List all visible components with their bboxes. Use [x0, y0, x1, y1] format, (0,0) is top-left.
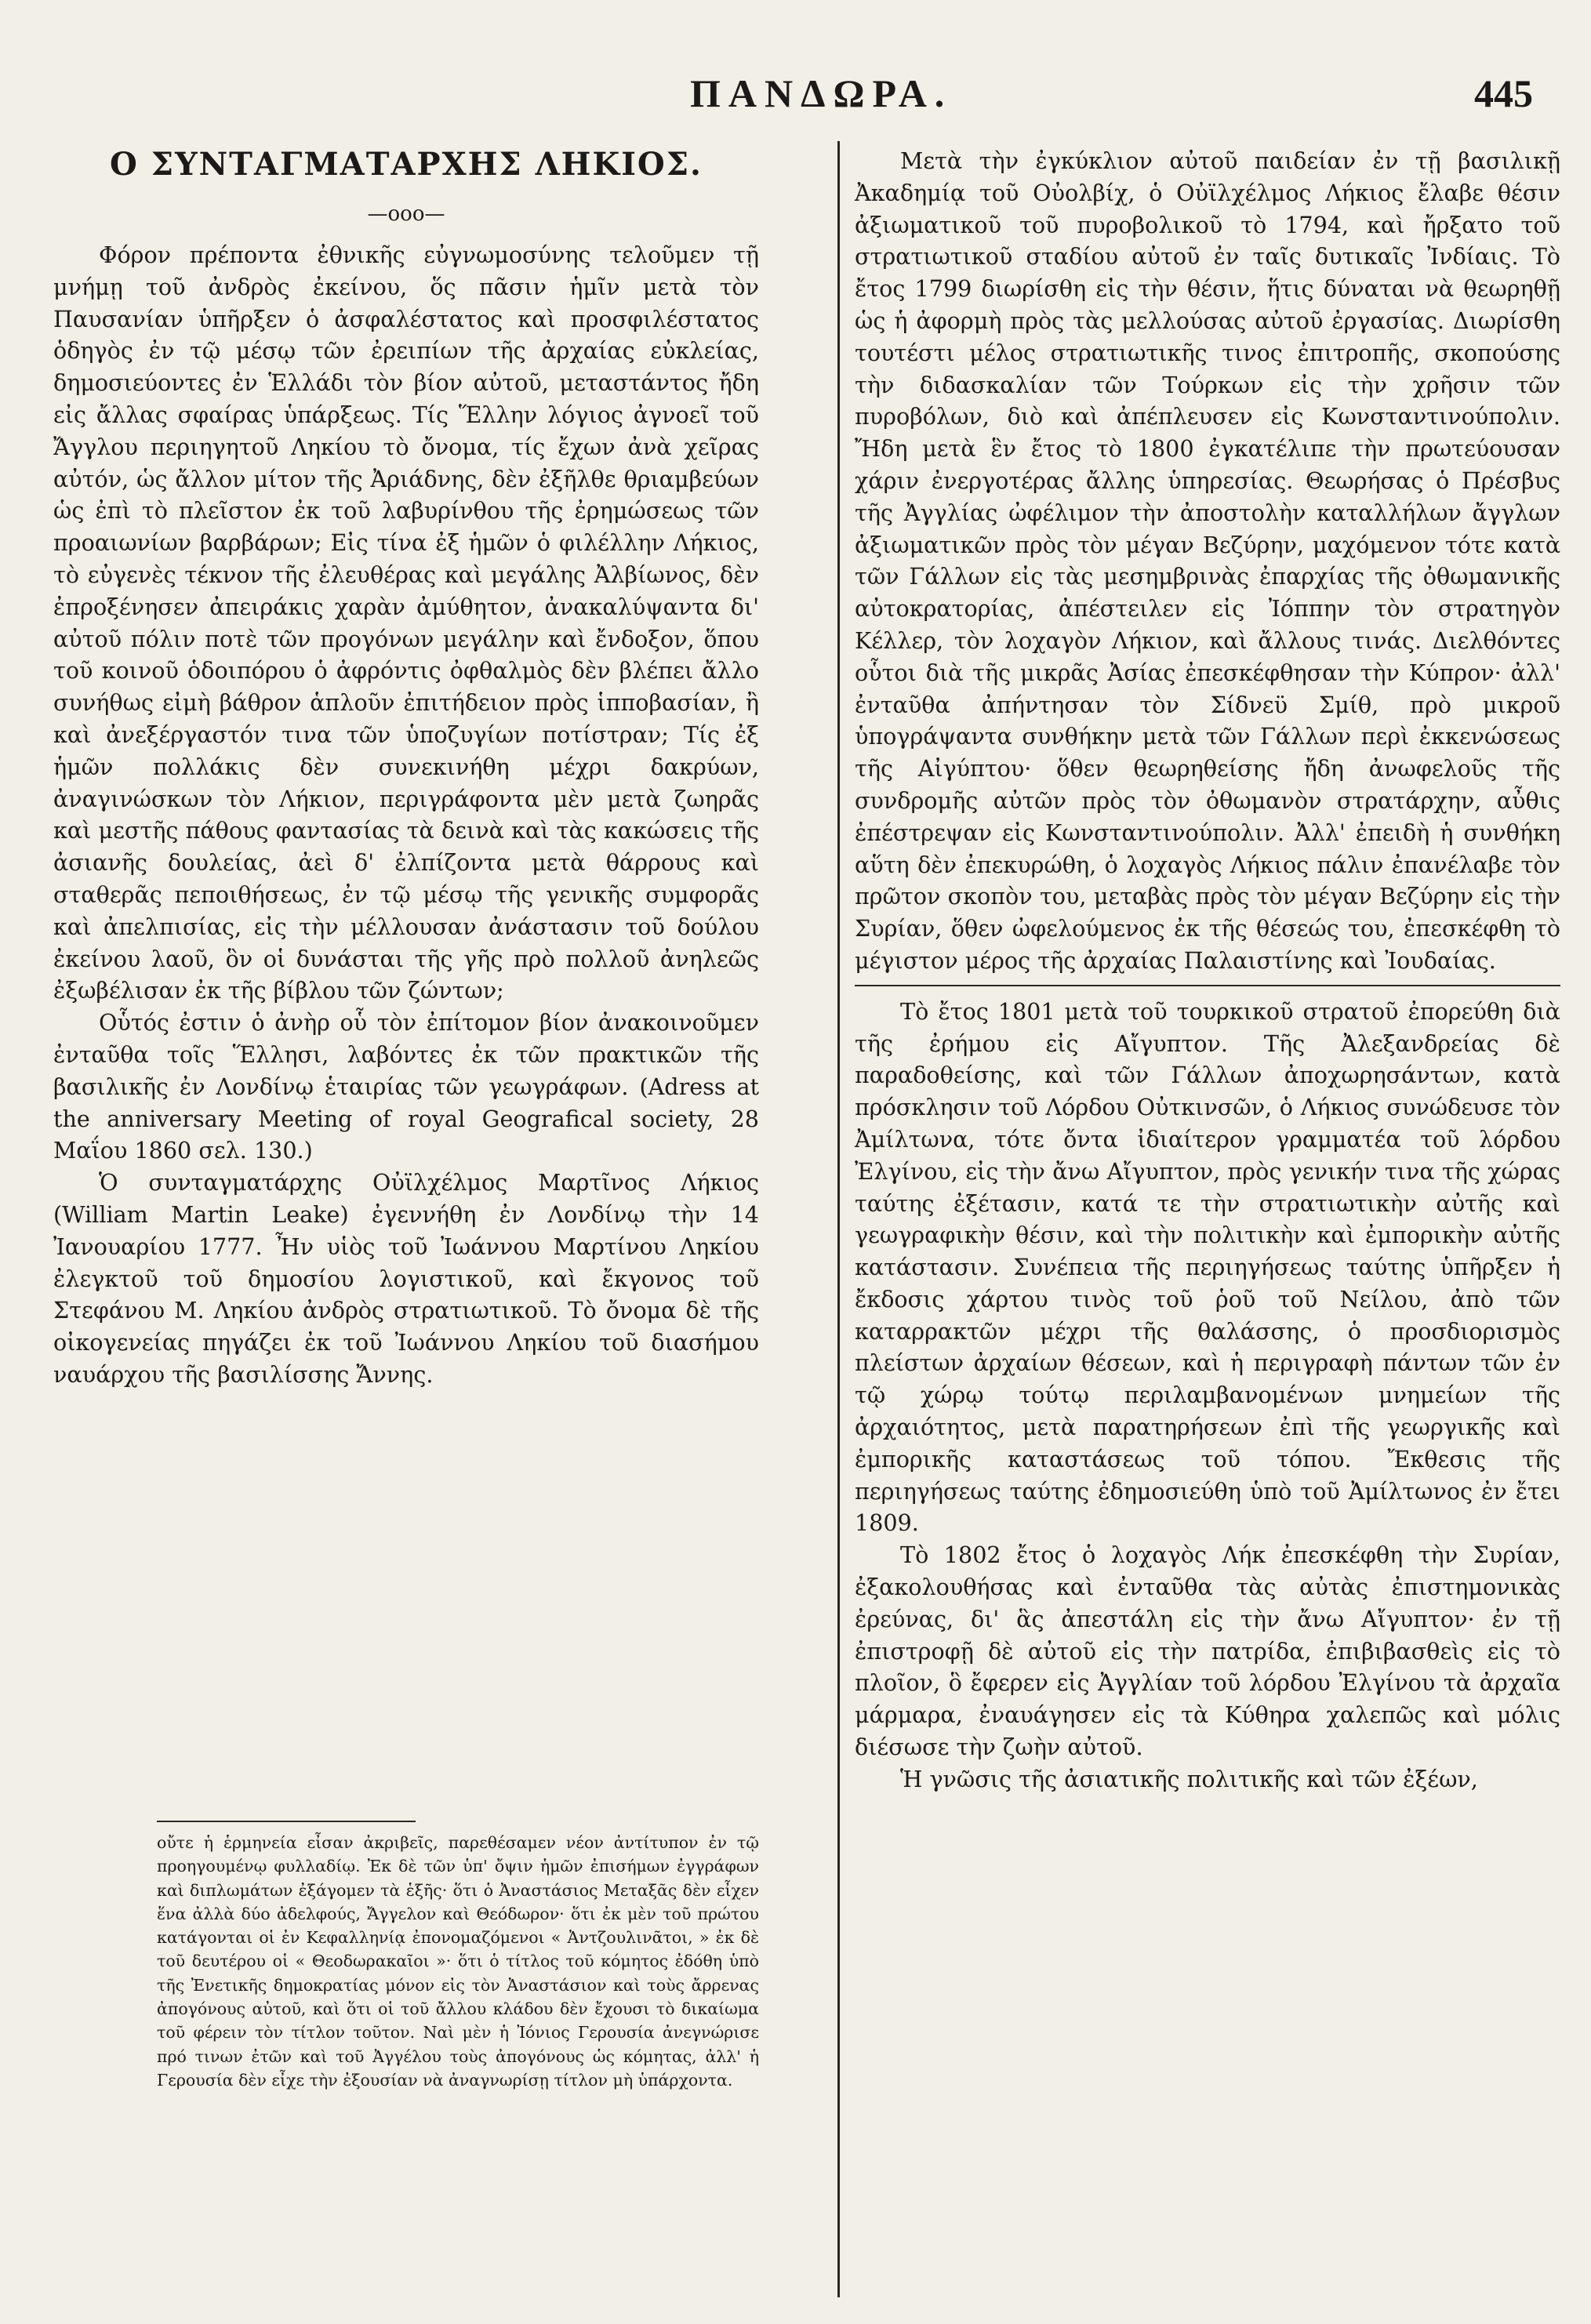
paragraph: Τὸ ἔτος 1801 μετὰ τοῦ τουρκικοῦ στρατοῦ ἐπορεύθη διὰ τῆς ἐρήμου εἰς Αἴγυπτον. Τῆς Ἀλεξανδρείας δὲ παραδοθείσης, καὶ τῶν Γάλλων ἀποχωρησάντων, κατὰ πρόσκλησιν τοῦ Λόρδου Οὐτκινσῶν, ὁ Λήκιος συνώδευσε τὸν Ἀμίλτωνα, τότε ὄντα ἰδιαίτερον γραμματέα τοῦ λόρδου Ἐλγίνου, εἰς τὴν ἄνω Αἴγυπτον, πρὸς γενικήν τινα τῆς χώρας ταύτης ἐξέτασιν, κατά τε τὴν στρατιωτικὴν αὐτῆς καὶ γεωγραφικὴν θέσιν, καὶ τὴν πολιτικὴν καὶ ἐμπορικὴν αὐτῆς κατάστασιν. Συνέπεια τῆς περιηγήσεως ταύτης ὑπῆρξεν ἡ ἔκδοσις χάρτου τινὸς τοῦ ῥοῦ τοῦ Νείλου, ἀπὸ τῶν καταρρακτῶν μέχρι τῆς θαλάσσης, ὁ προσδιορισμὸς πλείστων ἀρχαίων θέσεων, καὶ ἡ περιγραφὴ πάντων τῶν ἐν τῷ χώρῳ τούτῳ περιλαμβανομένων μνημείων τῆς ἀρχαιότητος, μετὰ παρατηρήσεων ἐπὶ τῆς γεωργικῆς καὶ ἐμπορικῆς καταστάσεως τοῦ τόπου. Ἔκθεσις τῆς περιηγήσεως ταύτης ἐδημοσιεύθη ὑπὸ τοῦ Ἀμίλτωνος ἐν ἔτει 1809.	[855, 997, 1560, 1537]
column-divider	[837, 141, 840, 2297]
page-header	[0, 63, 1591, 125]
right-column	[855, 145, 1560, 1796]
running-title: ΠΑΝΔΩΡΑ.	[690, 71, 953, 115]
paragraph: Οὗτός ἐστιν ὁ ἀνὴρ οὗ τὸν ἐπίτομον βίον ἀνακοινοῦμεν ἐνταῦθα τοῖς Ἕλλησι, λαβόντες ἐκ τῶν πρακτικῶν τῆς βασιλικῆς ἐν Λονδίνῳ ἑταιρίας τῶν γεωγράφων. (Adress at the anniversary Meeting of royal Geografical society, 28 Μαΐου 1860 σελ. 130.)	[53, 1009, 759, 1164]
paragraph: Μετὰ τὴν ἐγκύκλιον αὐτοῦ παιδείαν ἐν τῇ βασιλικῇ Ἀκαδημίᾳ τοῦ Οὐολβίχ, ὁ Οὐϊλχέλμος Λήκιος ἔλαβε θέσιν ἀξιωματικοῦ τοῦ πυροβολικοῦ τὸ 1794, καὶ ἤρξατο τοῦ στρατιωτικοῦ σταδίου αὐτοῦ ἐν ταῖς δυτικαῖς Ἰνδίαις. Τὸ ἔτος 1799 διωρίσθη εἰς τὴν θέσιν, ἥτις δύναται νὰ θεωρηθῇ ὡς ἡ ἀφορμὴ πρὸς τὰς μελλούσας αὐτοῦ ἐργασίας. Διωρίσθη τουτέστι μέλος στρατιωτικῆς τινος ἐπιτροπῆς, σκοπούσης τὴν διδασκαλίαν τῶν Τούρκων εἰς τὴν χρῆσιν τῶν πυροβόλων, διὸ καὶ ἀπέπλευσεν εἰς Κωνσταντινούπολιν. Ἤδη μετὰ ἓν ἔτος τὸ 1800 ἐγκατέλιπε τὴν πρωτεύουσαν χάριν ἐνεργοτέρας ἄλλης ὑπηρεσίας. Θεωρήσας ὁ Πρέσβυς τῆς Ἀγγλίας ὠφέλιμον τὴν ἀποστολὴν καταλλήλων ἄγγλων ἀξιωματικῶν πρὸς τὸν μέγαν Βεζύρην, μαχόμενον τότε κατὰ τῶν Γάλλων εἰς τὰς μεσημβρινὰς ἐπαρχίας τῆς ὀθωμανικῆς αὐτοκρατορίας, ἀπέστειλεν εἰς Ἰόππην τὸν στρατηγὸν Κέλλερ, τὸν λοχαγὸν Λήκιον, καὶ ἄλλους τινάς. Διελθόντες οὗτοι διὰ τῆς μικρᾶς Ἀσίας ἐπεσκέφθησαν τὴν Κύπρον· ἀλλ' ἐνταῦθα ἀπήντησαν τὸν Σίδνεϋ Σμίθ, πρὸ μικροῦ ὑπογράψαντα συνθήκην μετὰ τῶν Γάλλων περὶ ἐκκενώσεως τῆς Αἰγύπτου· ὅθεν θεωρηθείσης ἤδη ἀνωφελοῦς τῆς συνδρομῆς αὐτῶν πρὸς τὸν ὀθωμανὸν στρατάρχην, αὖθις ἐπέστρεψαν εἰς Κωνσταντινούπολιν. Ἀλλ' ἐπειδὴ ἡ συνθήκη αὕτη δὲν ἐπεκυρώθη, ὁ λοχαγὸς Λήκιος πάλιν ἐπανέλαβε τὸν πρῶτον σκοπὸν του, μεταβὰς πρὸς τὸν μέγαν Βεζύρην εἰς τὴν Συρίαν, ὅθεν ὠφελούμενος ἐκ τῆς θέσεώς του, ἐπεσκέφθη τὸ μέγιστον μέρος τῆς ἀρχαίας Παλαιστίνης καὶ Ἰουδαίας.	[855, 147, 1560, 974]
page-number: 445	[1474, 71, 1533, 115]
left-column	[53, 145, 759, 1391]
article-title: Ο ΣΥΝΤΑΓΜΑΤΑΡΧΗΣ ΛΗΚΙΟΣ.	[110, 146, 703, 183]
title-ornament: —ooo—	[367, 202, 445, 226]
paragraph: Ἡ γνῶσις τῆς ἀσιατικῆς πολιτικῆς καὶ τῶν ἐξέων,	[900, 1765, 1478, 1792]
paragraph: Φόρον πρέποντα ἐθνικῆς εὐγνωμοσύνης τελοῦμεν τῇ μνήμῃ τοῦ ἀνδρὸς ἐκείνου, ὅς πᾶσιν ἡμῖν μετὰ τὸν Παυσανίαν ὑπῆρξεν ὁ ἀσφαλέστατος καὶ προσφιλέστατος ὁδηγὸς ἐν τῷ μέσῳ τῶν ἐρειπίων τῆς ἀρχαίας εὐκλείας, δημοσιεύοντες ἐν Ἑλλάδι τὸν βίον αὐτοῦ, μεταστάντος ἤδη εἰς ἄλλας σφαίρας ὑπάρξεως. Τίς Ἕλλην λόγιος ἀγνοεῖ τοῦ Ἄγγλου περιηγητοῦ Ληκίου τὸ ὄνομα, τίς ἔχων ἀνὰ χεῖρας αὐτόν, ὡς ἄλλον μίτον τῆς Ἀριάδνης, δὲν ἐξῆλθε θριαμβεύων ὡς ἐπὶ τὸ πλεῖστον ἐκ τοῦ λαβυρίνθου τῆς ἐρημώσεως τῶν προαιωνίων βαρβάρων; Εἰς τίνα ἐξ ἡμῶν ὁ φιλέλλην Λήκιος, τὸ εὐγενὲς τέκνον τῆς ἐλευθέρας καὶ μεγάλης Ἀλβίωνος, δὲν ἐπροξένησεν ἀπειράκις χαρὰν ἀμύθητον, ἀνακαλύψαντα δι' αὐτοῦ πόλιν ποτὲ τῶν προγόνων μεγάλην καὶ ἔνδοξον, ὅπου τοῦ κοινοῦ ὁδοιπόρου ὁ ἀφρόντις ὀφθαλμὸς δὲν βλέπει ἄλλο συνήθως εἰμὴ βάθρον ἁπλοῦν ἐπιτήδειον πρὸς ἱπποβασίαν, ἢ καὶ ἀνεξέργαστόν τινα τῶν ὑποζυγίων ποτίστραν; Τίς ἐξ ἡμῶν πολλάκις δὲν συνεκινήθη μέχρι δακρύων, ἀναγινώσκων τὸν Λήκιον, περιγράφοντα μὲν μετὰ ζωηρᾶς καὶ μεστῆς πάθους φαντασίας τὰ δεινὰ καὶ τὰς κακώσεις τῆς ἀσιανῆς δουλείας, ἀεὶ δ' ἐλπίζοντα μετὰ θάρρους καὶ σταθερᾶς πεποιθήσεως, ἐν τῷ μέσῳ τῆς γενικῆς συμφορᾶς καὶ ἀπελπισίας, εἰς τὴν μέλλουσαν ἀνάστασιν τοῦ δούλου ἐκείνου λαοῦ, ὃν οἱ δυνάσται τῆς γῆς πρὸ πολλοῦ ἀνηλεῶς ἐξωβέλισαν ἐκ τῆς βίβλου τῶν ζώντων;	[53, 241, 759, 1004]
paragraph: Τὸ 1802 ἔτος ὁ λοχαγὸς Λήκ ἐπεσκέφθη τὴν Συρίαν, ἐξακολουθήσας καὶ ἐνταῦθα τὰς αὐτὰς ἐπιστημονικὰς ἐρεύνας, δι' ἃς ἀπεστάλη εἰς τὴν ἄνω Αἴγυπτον· ἐν τῇ ἐπιστροφῇ δὲ αὐτοῦ εἰς τὴν πατρίδα, ἐπιβιβασθεὶς εἰς τὸ πλοῖον, ὃ ἔφερεν εἰς Ἀγγλίαν τοῦ λόρδου Ἐλγίνου τὰ ἀρχαῖα μάρμαρα, ἐναυάγησεν εἰς τὰ Κύθηρα χαλεπῶς καὶ μόλις διέσωσε τὴν ζωὴν αὐτοῦ.	[855, 1541, 1560, 1761]
section-divider	[855, 985, 1560, 986]
footnote-text: οὔτε ἡ ἑρμηνεία εἶσαν ἀκριβεῖς, παρεθέσαμεν νέον ἀντίτυπον ἐν τῷ προηγουμένῳ φυλλαδίῳ. Ἐκ δὲ τῶν ὑπ' ὄψιν ἡμῶν ἐπισήμων ἐγγράφων καὶ διπλωμάτων ἐξάγομεν τὰ ἑξῆς· ὅτι ὁ Ἀναστάσιος Μεταξᾶς δὲν εἶχεν ἕνα ἀλλὰ δύο ἀδελφούς, Ἄγγελον καὶ Θεόδωρον· ὅτι ἐκ μὲν τοῦ πρώτου κατάγονται οἱ ἐν Κεφαλληνίᾳ ἐπονομαζόμενοι « Ἀντζουλινᾶτοι, » ἐκ δὲ τοῦ δευτέρου οἱ « Θεοδωρακαῖοι »· ὅτι ὁ τίτλος τοῦ κόμητος ἐδόθη ὑπὸ τῆς Ἐνετικῆς δημοκρατίας μόνον εἰς τὸν Ἀναστάσιον καὶ τοὺς ἄρρενας ἀπογόνους αὐτοῦ, καὶ ὅτι οἱ τοῦ ἄλλου κλάδου δὲν ἔχουσι τὸ δικαίωμα τοῦ φέρειν τὸν τίτλον τοῦτον. Ναὶ μὲν ἡ Ἰόνιος Γερουσία ἀνεγνώρισε πρό τινων ἐτῶν καὶ τοῦ Ἀγγέλου τοὺς ἀπογόνους ὡς κόμητας, ἀλλ' ἡ Γερουσία δὲν εἶχε τὴν ἐξουσίαν νὰ ἀναγνωρίσῃ τίτλον μὴ ὑπάρχοντα.	[157, 1833, 759, 2090]
footnote-divider	[157, 1821, 416, 1822]
footnote	[157, 1831, 759, 2092]
paragraph: Ὁ συνταγματάρχης Οὐϊλχέλμος Μαρτῖνος Λήκιος (William Martin Leake) ἐγεννήθη ἐν Λονδίνῳ τὴν 14 Ἰανουαρίου 1777. Ἦν υἱὸς τοῦ Ἰωάννου Μαρτίνου Ληκίου ἐλεγκτοῦ τοῦ δημοσίου λογιστικοῦ, καὶ ἔκγονος τοῦ Στεφάνου Μ. Ληκίου ἀνδρὸς στρατιωτικοῦ. Τὸ ὄνομα δὲ τῆς οἰκογενείας πηγάζει ἐκ τοῦ Ἰωάννου Ληκίου τοῦ διασήμου ναυάρχου τῆς βασιλίσσης Ἄννης.	[53, 1169, 759, 1388]
